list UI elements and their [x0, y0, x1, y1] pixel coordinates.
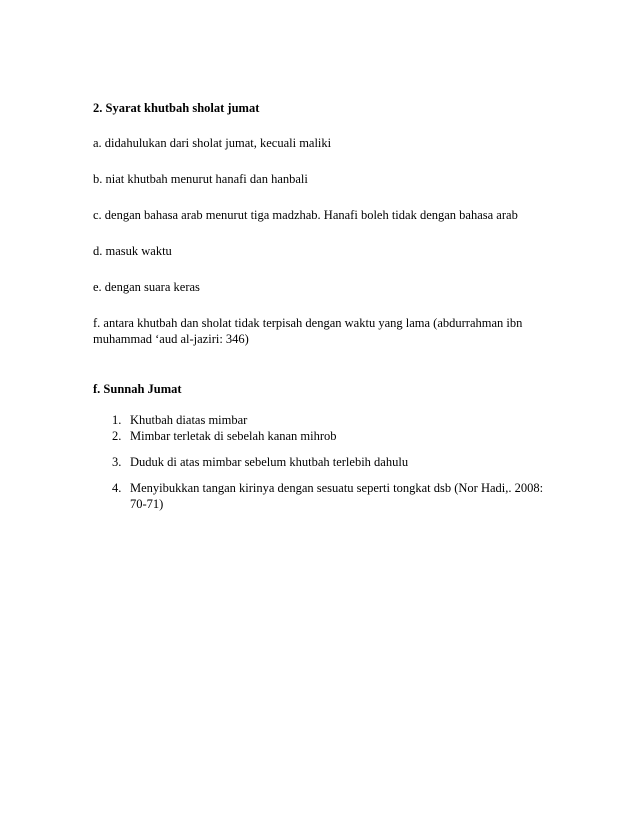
- requirement-b: b. niat khutbah menurut hanafi dan hanbali: [93, 172, 308, 186]
- section-2-heading: 2. Syarat khutbah sholat jumat: [93, 101, 260, 115]
- page-content: [93, 100, 553, 512]
- list-item-text: Mimbar terletak di sebelah kanan mihrob: [130, 429, 337, 443]
- requirement-f: f. antara khutbah dan sholat tidak terpisah dengan waktu yang lama (abdurrahman ibn muhammad ‘aud al-jaziri: 346): [93, 316, 523, 346]
- list-item: [93, 480, 553, 512]
- section-f-heading: f. Sunnah Jumat: [93, 382, 182, 396]
- requirement-e: e. dengan suara keras: [93, 280, 200, 294]
- list-item-number: 1.: [112, 413, 122, 427]
- list-item: [93, 412, 553, 428]
- list-item-text: Menyibukkan tangan kirinya dengan sesuatu seperti tongkat dsb (Nor Hadi,. 2008: 70-71): [130, 481, 544, 511]
- list-item-number: 2.: [112, 429, 122, 443]
- list-item: [93, 454, 553, 470]
- requirement-c: c. dengan bahasa arab menurut tiga madzhab. Hanafi boleh tidak dengan bahasa arab: [93, 208, 518, 222]
- sunnah-list: [93, 412, 553, 512]
- list-item-number: 4.: [112, 481, 122, 495]
- requirement-a: a. didahulukan dari sholat jumat, kecuali maliki: [93, 136, 332, 150]
- list-item: [93, 428, 553, 444]
- requirement-d: d. masuk waktu: [93, 244, 172, 258]
- list-item-text: Duduk di atas mimbar sebelum khutbah terlebih dahulu: [130, 455, 409, 469]
- list-item-number: 3.: [112, 455, 122, 469]
- list-item-text: Khutbah diatas mimbar: [130, 413, 248, 427]
